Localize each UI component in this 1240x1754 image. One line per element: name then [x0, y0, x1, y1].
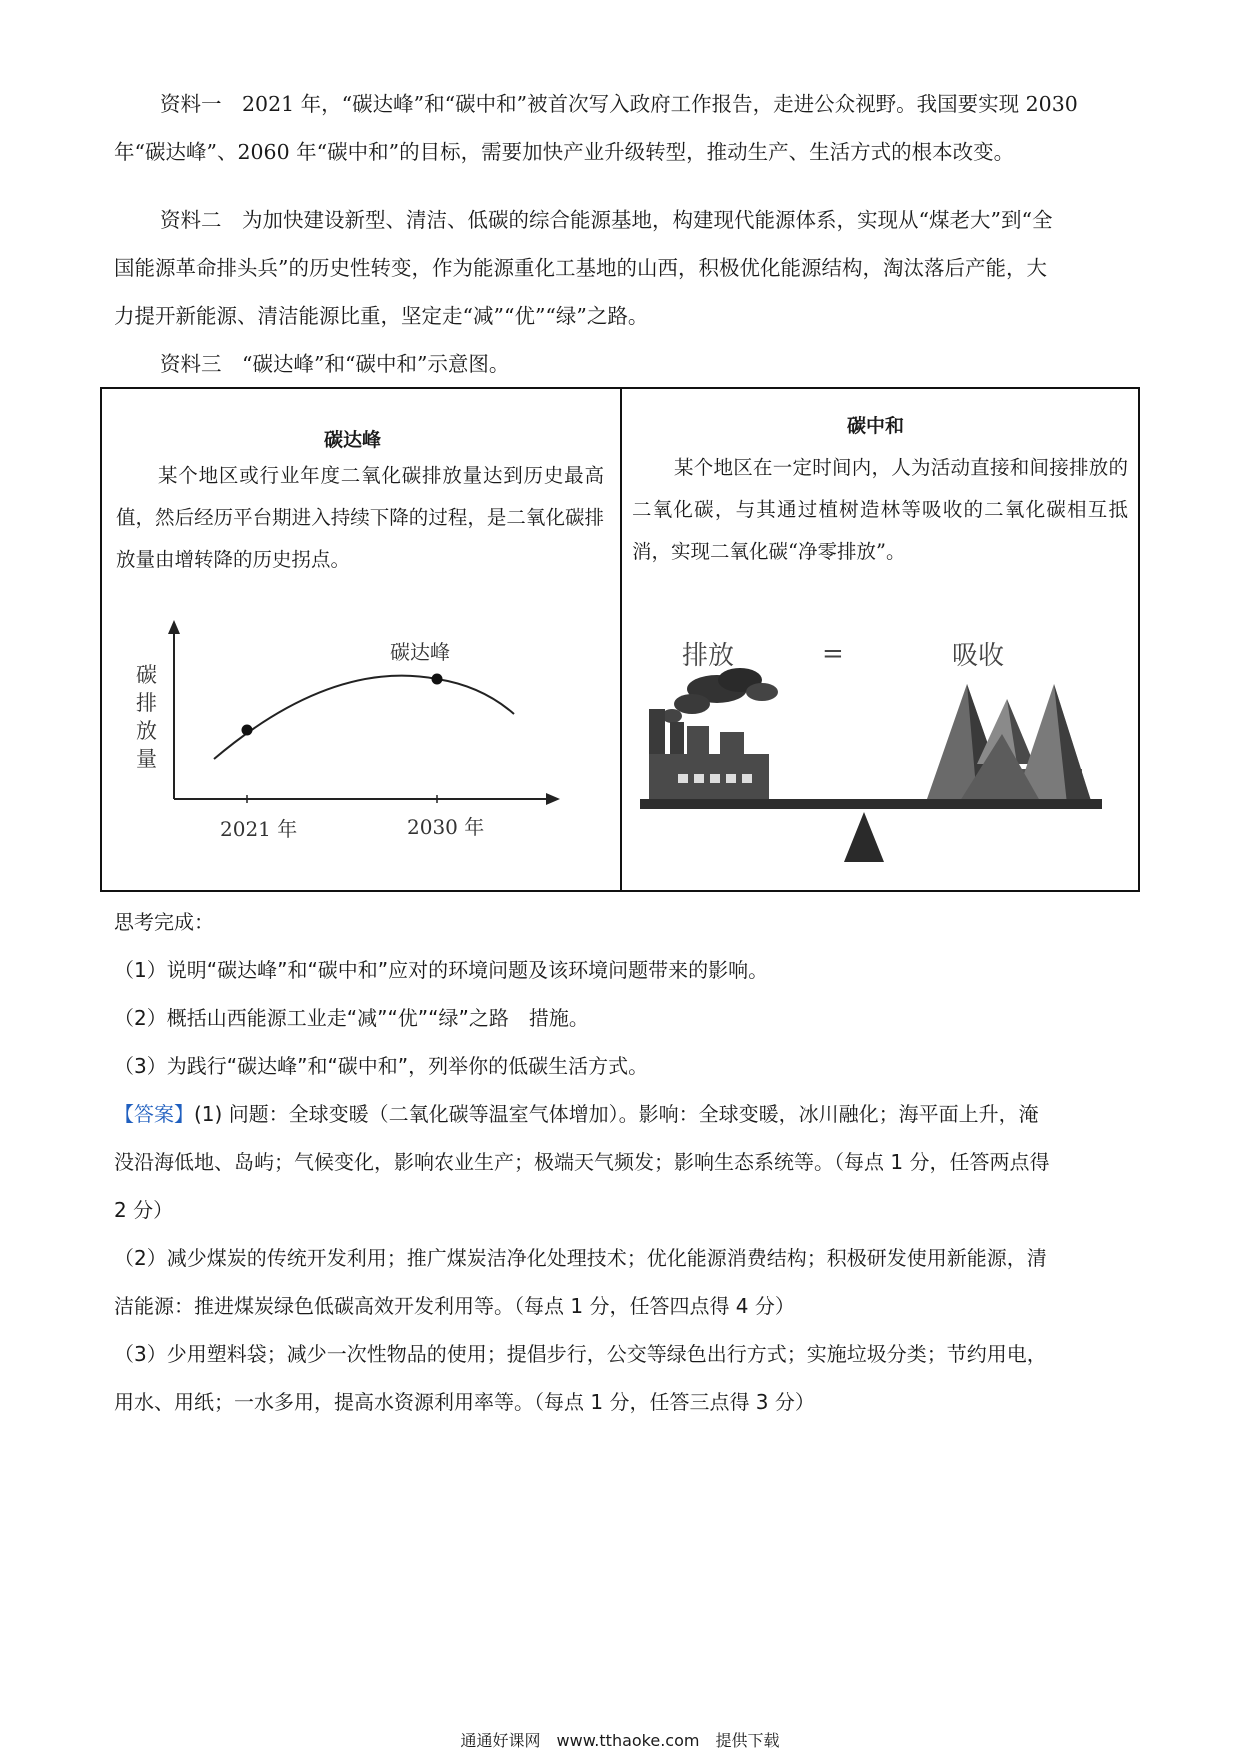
absorb-label: 吸收 [952, 641, 1005, 671]
x-label-2021: 2021 年 [220, 817, 298, 841]
left-panel-text: 某个地区或行业年度二氧化碳排放量达到历史最高值，然后经历平台期进入持续下降的过程，是二氧化碳排放量由增转降的历史拐点。 [116, 464, 604, 571]
answer-3-line-1: （3）少用塑料袋；减少一次性物品的使用；提倡步行，公交等绿色出行方式；实施垃圾分类；节约用电， [114, 1342, 1047, 1366]
questions-intro: 思考完成： [114, 910, 214, 934]
factory-icon [649, 709, 769, 801]
x-axis-arrow-icon [546, 793, 560, 805]
material-1-line-1: 资料一 2021 年，“碳达峰”和“碳中和”被首次写入政府工作报告，走进公众视野。我国要实现 2030 [160, 92, 1078, 116]
answer-1-line-1 [114, 1090, 1134, 1138]
right-panel-title: 碳中和 [847, 415, 905, 437]
answer-1-text: (1) 问题：全球变暖（二氧化碳等温室气体增加）。影响：全球变暖，冰川融化；海平面上升，淹 [194, 1102, 1039, 1126]
emit-label: 排放 [682, 641, 735, 671]
material-2-line-1: 资料二 为加快建设新型、清洁、低碳的综合能源基地，构建现代能源体系，实现从“煤老大”到“全 [160, 208, 1053, 232]
y-label-char-4: 量 [136, 747, 157, 771]
answer-2-line-2: 洁能源：推进煤炭绿色低碳高效开发利用等。（每点 1 分，任答四点得 4 分） [114, 1294, 795, 1318]
left-panel-title: 碳达峰 [324, 429, 382, 451]
y-label-char-1: 碳 [136, 663, 157, 687]
question-1: （1）说明“碳达峰”和“碳中和”应对的环境问题及该环境问题带来的影响。 [114, 958, 769, 982]
fulcrum-icon [844, 812, 884, 862]
peak-point [432, 674, 443, 685]
material-2-line-3: 力提开新能源、清洁能源比重，坚定走“减”“优”“绿”之路。 [114, 304, 649, 328]
peak-label: 碳达峰 [390, 640, 450, 664]
question-3: （3）为践行“碳达峰”和“碳中和”，列举你的低碳生活方式。 [114, 1054, 649, 1078]
answer-tag: 【答案】 [114, 1102, 194, 1126]
question-2: （2）概括山西能源工业走“减”“优”“绿”之路 措施。 [114, 1006, 589, 1030]
smoke-icon [662, 668, 778, 723]
balance-beam [640, 799, 1102, 809]
trees-icon [927, 684, 1092, 804]
material-1-line-2: 年“碳达峰”、2060 年“碳中和”的目标，需要加快产业升级转型，推动生产、生活方式的根本改变。 [114, 140, 1015, 164]
peak-graph [102, 614, 620, 892]
answer-1-line-3: 2 分） [114, 1198, 174, 1222]
y-label-char-3: 放 [136, 719, 157, 743]
x-label-2030: 2030 年 [407, 815, 485, 839]
carbon-diagram-figure [100, 387, 1140, 892]
right-panel-text: 某个地区在一定时间内，人为活动直接和间接排放的二氧化碳，与其通过植树造林等吸收的二氧化碳相互抵消，实现二氧化碳“净零排放”。 [632, 456, 1128, 563]
y-label-char-2: 排 [136, 691, 157, 715]
answer-1-line-2: 没沿海低地、岛屿；气候变化，影响农业生产；极端天气频发；影响生态系统等。（每点 1 分，任答两点得 [114, 1150, 1050, 1174]
material-2-line-2: 国能源革命排头兵”的历史性转变，作为能源重化工基地的山西，积极优化能源结构，淘汰落后产能，大 [114, 256, 1047, 280]
point-2021 [242, 725, 253, 736]
material-3: 资料三 “碳达峰”和“碳中和”示意图。 [160, 352, 510, 376]
equals-label: = [822, 639, 844, 669]
answer-3-line-2: 用水、用纸；一水多用，提高水资源利用率等。（每点 1 分，任答三点得 3 分） [114, 1390, 815, 1414]
footer-source: 通通好课网 www.tthaoke.com 提供下载 [460, 1731, 780, 1750]
neutrality-balance-graph [622, 614, 1138, 892]
y-axis-arrow-icon [168, 620, 180, 634]
emission-curve [214, 676, 514, 759]
answer-2-line-1: （2）减少煤炭的传统开发利用；推广煤炭洁净化处理技术；优化能源消费结构；积极研发使用新能源，清 [114, 1246, 1047, 1270]
